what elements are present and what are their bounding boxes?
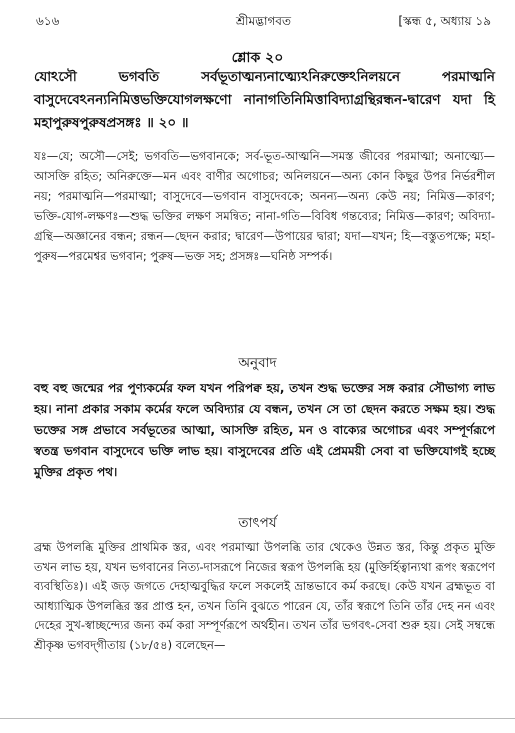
purport-text: ব্রহ্ম উপলব্ধি মুক্তির প্রাথমিক স্তর, এবং পরমাত্মা উপলব্ধি তার থেকেও উন্নত স্তর, কিন্তু প্রকৃত মুক্তি তখন লাভ হয়, যখন ভগবানের নিত্য-দাসরূপে নিজের স্বরূপ উপলব্ধি হয় (মুক্তির্হিত্বান্যথা রূপং স্বরূপেণ ব্যবস্থিতিঃ)। এই জড় জগতে দেহাত্মবুদ্ধির ফলে সকলেই ভ্রান্তভাবে কর্ম করছে। কেউ যখন ব্রহ্মভূত বা আধ্যাত্মিক উপলব্ধির স্তর প্রাপ্ত হন, তখন তিনি বুঝতে পারেন যে, তাঁর স্বরূপে তিনি তাঁর দেহ নন এবং দেহের সুখ-স্বাচ্ছন্দ্যের জন্য কর্ম করা সম্পূর্ণরূপে অর্থহীন। তখন তাঁর ভগবৎ-সেবা শুরু হয়। সেই সম্বন্ধে শ্রীকৃষ্ণ ভগবদ্‌গীতায় (১৮/৫৪) বলেছেন— [34,540,495,652]
purport-title: তাৎপর্য [238,515,277,531]
translation-text: বহু বহু জন্মের পর পুণ্যকর্মের ফল যখন পরিপক্ব হয়, তখন শুদ্ধ ভক্তের সঙ্গ করার সৌভাগ্য লাভ হয়। নানা প্রকার সকাম কর্মের ফলে অবিদ্যার যে বন্ধন, তখন সে তা ছেদন করতে সক্ষম হয়। শুদ্ধ ভক্তের সঙ্গ প্রভাবে সর্বভূতের আত্মা, আসক্তি রহিত, মন ও বাক্যের অগোচর এবং সম্পূর্ণরূপে স্বতন্ত্র ভগবান বাসুদেবে ভক্তি লাভ হয়। বাসুদেবের প্রতি এই প্রেমময়ী সেবা বা ভক্তিযোগই হচ্ছে মুক্তির প্রকৃত পথ। [34,381,495,479]
section-reference: [স্কন্ধ ৫, অধ্যায় ১৯ [398,14,491,28]
word-for-word-synonyms: যঃ—যে; অসৌ—সেই; ভগবতি—ভগবানকে; সর্ব-ভূত-আত্মনি—সমস্ত জীবের পরমাত্মা; অনাত্ম্যে—আসক্তি রহিত; অনিরুক্তে—মন এবং বাণীর অগোচর; অনিলয়নে—অন্য কোন কিছুর উপর নির্ভরশীল নয়; পরমাত্মনি—পরমাত্মা; বাসুদেবে—ভগবান বাসুদেবকে; অনন্য—অন্য কেউ নয়; নিমিত্ত—কারণ; ভক্তি-যোগ-লক্ষণঃ—শুদ্ধ ভক্তির লক্ষণ সমন্বিত; নানা-গতি—বিবিধ গন্তব্যের; নিমিত্ত—কারণ; অবিদ্যা-গ্রন্থি—অজ্ঞানের বন্ধন; রন্ধন—ছেদন করার; দ্বারেণ—উপায়ের দ্বারা; যদা—যখন; হি—বস্তুতপক্ষে; মহা-পুরুষ—পরমেশ্বর ভগবান; পুরুষ—ভক্ত সহ; প্রসঙ্গঃ—ঘনিষ্ঠ সম্পর্ক। [34,149,495,263]
bottom-rule [0,718,515,719]
verse-label: শ্লোক ২০ [231,50,284,66]
running-title: শ্রীমদ্ভাগবত [235,14,291,28]
verse-sanskrit: যোঽসৌ ভগবতি সর্বভূতাত্মন্যনাত্ম্যেঽনিরুক্তেঽনিলয়নে পরমাত্মনি বাসুদেবেঽনন্যনিমিত্তভক্তিযোগলক্ষণো নানাগতিনিমিত্তাবিদ্যাগ্রন্থিরন্ধন-দ্বারেণ যদা হি মহাপুরুষপুরুষপ্রসঙ্গঃ ॥ ২০ ॥ [34,69,495,131]
translation-title: অনুবাদ [238,355,277,371]
running-header [36,10,491,32]
page-number: ৬১৬ [36,14,60,28]
